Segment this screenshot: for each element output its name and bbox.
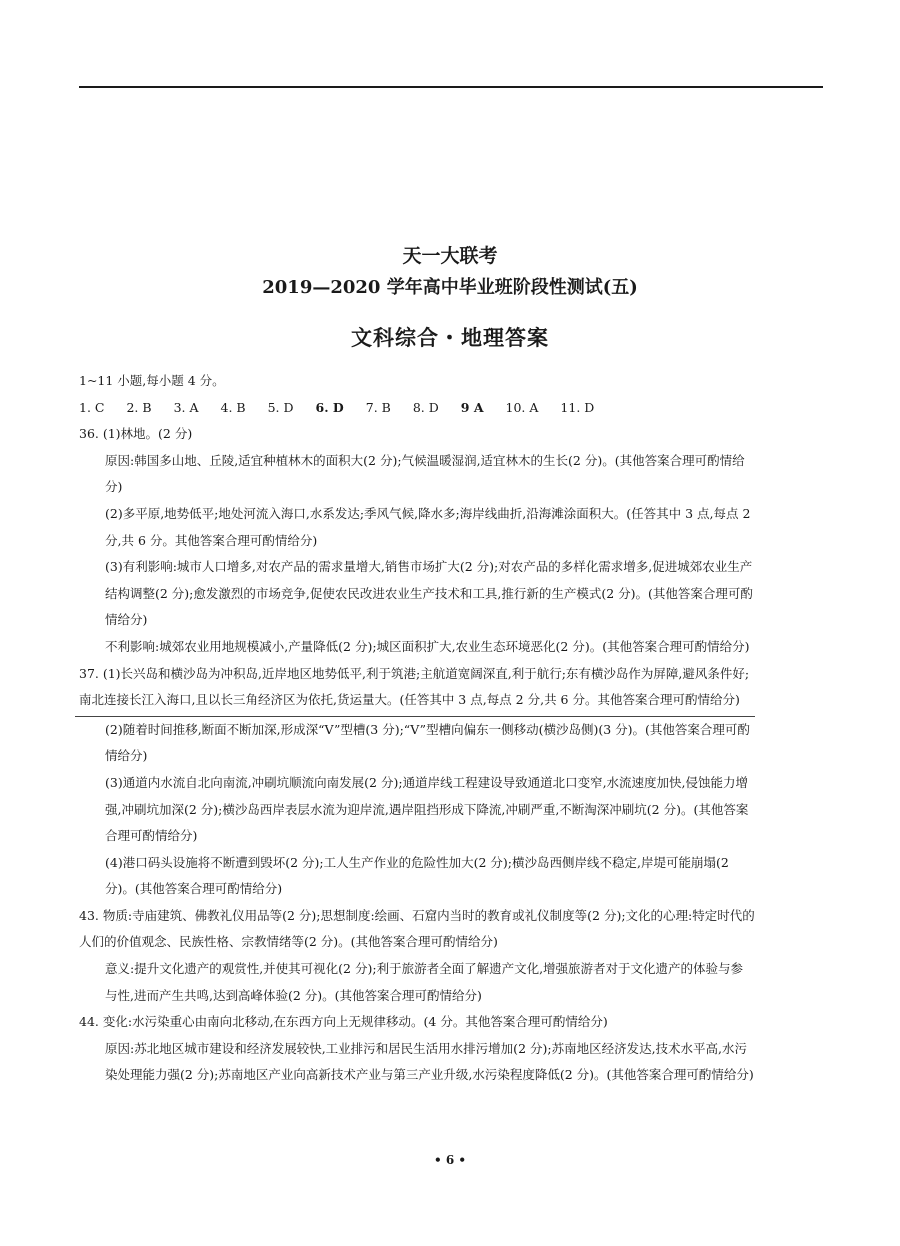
q36-negative: 不利影响:城郊农业用地规模减小,产量降低(2 分);城区面积扩大,农业生态环境恶化(2 分)。(其他答案合理可酌情给分)	[105, 638, 750, 654]
document-header	[0, 240, 900, 358]
mc-answer: 11. D	[560, 399, 595, 415]
mc-answer: 1. C	[79, 399, 105, 415]
page-number: • 6 •	[433, 1153, 467, 1167]
mc-instruction: 1~11 小题,每小题 4 分。	[79, 373, 225, 388]
q36-part3: (3)有利影响:城市人口增多,对农产品的需求量增大,销售市场扩大(2 分);对农产品的多样化需求增多,促进城郊农业生产结构调整(2 分);愈发激烈的市场竞争,促使农民改进农业生产技术和工具,推行新的生产模式(2 分)。(其他答案合理可酌情给分)	[105, 559, 753, 628]
subject-title: 文科综合・地理答案	[351, 325, 549, 350]
mc-answer: 6. D	[315, 399, 344, 415]
q43-part2: 意义:提升文化遗产的观赏性,并使其可视化(2 分);利于旅游者全面了解遗产文化,增强旅游者对于文化遗产的体验与参与性,进而产生共鸣,达到高峰体验(2 分)。(其他答案合理可酌情给分)	[105, 961, 744, 1003]
mc-answers	[79, 395, 755, 422]
q37-part4: (4)港口码头设施将不断遭到毁坏(2 分);工人生产作业的危险性加大(2 分);横沙岛西侧岸线不稳定,岸堤可能崩塌(2 分)。(其他答案合理可酌情给分)	[105, 854, 729, 897]
q37-part1: 37. (1)长兴岛和横沙岛为冲积岛,近岸地区地势低平,利于筑港;主航道宽阔深直,利于航行;东有横沙岛作为屏障,避风条件好;南北连接长江入海口,且以长三角经济区为依托,货运量大。(任答其中 3 点,每点 2 分,共 6 分。其他答案合理可酌情给分)	[79, 665, 750, 708]
answer-content	[79, 368, 755, 1089]
mc-answer: 8. D	[412, 399, 439, 415]
q36-part2: (2)多平原,地势低平;地处河流入海口,水系发达;季风气候,降水多;海岸线曲折,沿海滩涂面积大。(任答其中 3 点,每点 2 分,共 6 分。其他答案合理可酌情给分)	[105, 505, 751, 548]
top-rule	[79, 86, 823, 88]
mc-answer: 2. B	[126, 399, 152, 415]
q43-part1: 43. 物质:寺庙建筑、佛教礼仪用品等(2 分);思想制度:绘画、石窟内当时的教育或礼仪制度等(2 分);文化的心理:特定时代的人们的价值观念、民族性格、宗教情绪等(2 分)。(其他答案合理可酌情给分)	[79, 907, 755, 950]
mc-answer: 7. B	[365, 399, 391, 415]
mc-answer: 10. A	[505, 399, 539, 415]
mc-answer: 9 A	[460, 399, 484, 415]
q44-part2: 原因:苏北地区城市建设和经济发展较快,工业排污和居民生活用水排污增加(2 分);苏南地区经济发达,技术水平高,水污染处理能力强(2 分);苏南地区产业向高新技术产业与第三产业升级,水污染程度降低(2 分)。(其他答案合理可酌情给分)	[105, 1040, 754, 1083]
mc-answer: 5. D	[267, 399, 294, 415]
test-title: 2019—2020 学年高中毕业班阶段性测试(五)	[262, 277, 638, 298]
mc-answer: 3. A	[173, 399, 199, 415]
mc-answer: 4. B	[220, 399, 246, 415]
q44-part1: 44. 变化:水污染重心由南向北移动,在东西方向上无规律移动。(4 分。其他答案合理可酌情给分)	[79, 1014, 608, 1030]
q36-reason: 原因:韩国多山地、丘陵,适宜种植林木的面积大(2 分);气候温暖湿润,适宜林木的生长(2 分)。(其他答案合理可酌情给分)	[105, 452, 745, 495]
q37-part3: (3)通道内水流自北向南流,冲刷坑顺流向南发展(2 分);通道岸线工程建设导致通道北口变窄,水流速度加快,侵蚀能力增强,冲刷坑加深(2 分);横沙岛西岸表层水流为迎岸流,遇岸阻挡形成下降流,冲刷严重,不断淘深冲刷坑(2 分)。(其他答案合理可酌情给分)	[105, 774, 749, 844]
org-title: 天一大联考	[402, 245, 498, 267]
q37-part2: (2)随着时间推移,断面不断加深,形成深“V”型槽(3 分);“V”型槽向偏东一侧移动(横沙岛侧)(3 分)。(其他答案合理可酌情给分)	[105, 721, 750, 764]
q36-part1: 36. (1)林地。(2 分)	[79, 426, 193, 442]
